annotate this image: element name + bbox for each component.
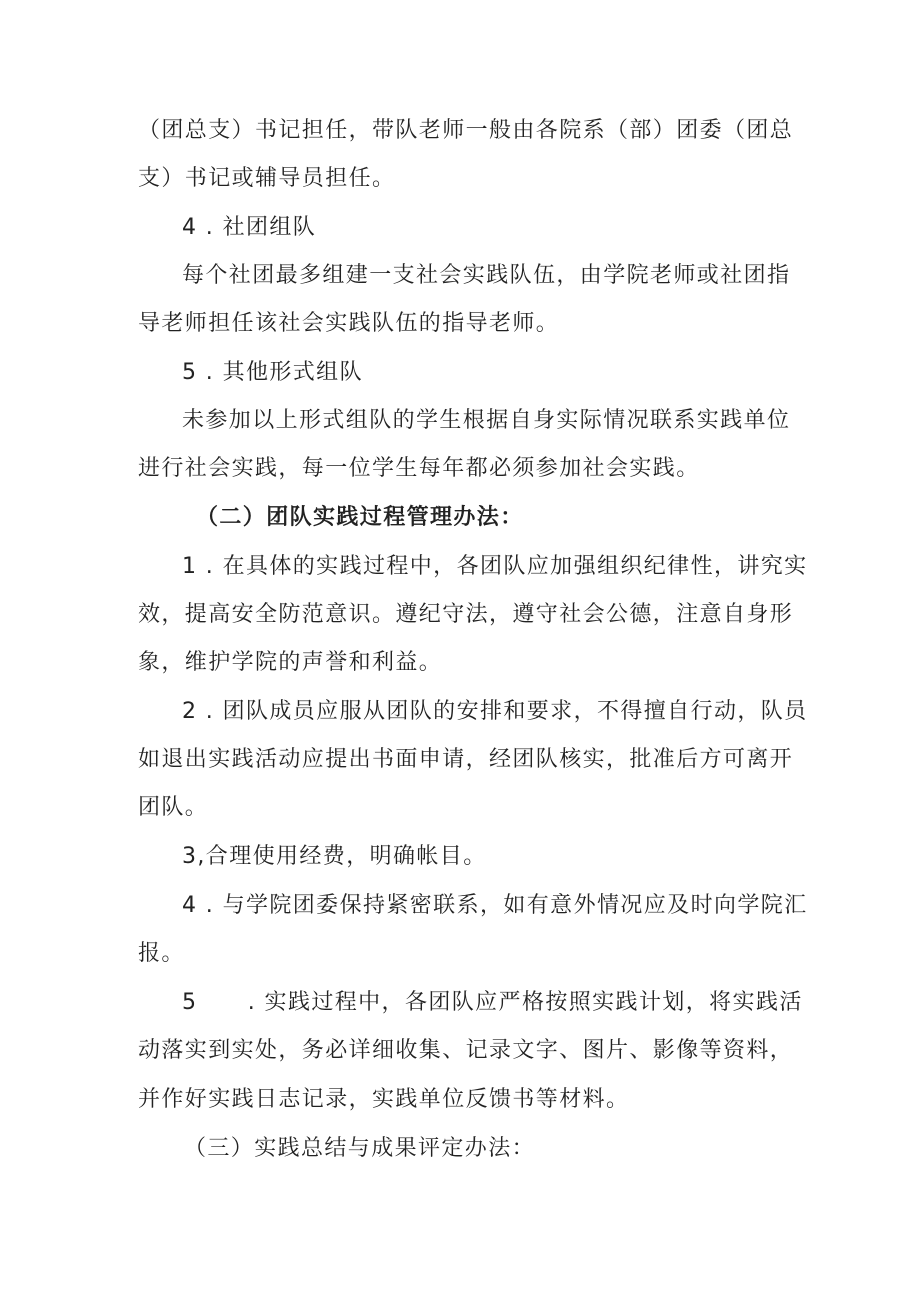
text-line: 效，提高安全防范意识。遵纪守法，遵守社会公德，注意自身形 [138,602,794,627]
text-line: （团总支）书记担任，带队老师一般由各院系（部）团委（团总 [138,118,794,143]
text-line: 每个社团最多组建一支社会实践队伍，由学院老师或社团指 [182,263,791,288]
text-line: 并作好实践日志记录，实践单位反馈书等材料。 [138,1087,630,1112]
text-line: 象，维护学院的声誉和利益。 [138,650,443,675]
text-line: 4 . 与学院团委保持紧密联系，如有意外情况应及时向学院汇 [182,893,808,918]
text-line: 如退出实践活动应提出书面申请，经团队核实，批准后方可离开 [138,747,794,772]
text-line: 5 . 实践过程中，各团队应严格按照实践计划，将实践活 [182,990,803,1015]
text-line: 1 . 在具体的实践过程中，各团队应加强组织纪律性，讲究实 [182,554,808,579]
text-line: 支）书记或辅导员担任。 [138,166,396,191]
text-line: 动落实到实处，务必详细收集、记录文字、图片、影像等资料， [138,1038,794,1063]
text-line: 导老师担任该社会实践队伍的指导老师。 [138,311,560,336]
text-line: 团队。 [138,795,209,820]
section-heading: 4 . 社团组队 [182,215,317,240]
text-line: 2 . 团队成员应服从团队的安排和要求，不得擅自行动，队员 [182,699,808,724]
text-line: 进行社会实践，每一位学生每年都必须参加社会实践。 [138,456,700,481]
text-line: 报。 [138,941,185,966]
section-title: （三）实践总结与成果评定办法： [184,1136,536,1161]
section-heading: 5 . 其他形式组队 [182,360,363,385]
text-line: 未参加以上形式组队的学生根据自身实际情况联系实践单位 [182,408,791,433]
text-line: 3,合理使用经费，明确帐目。 [182,844,487,869]
section-title: （二）团队实践过程管理办法： [196,505,524,530]
